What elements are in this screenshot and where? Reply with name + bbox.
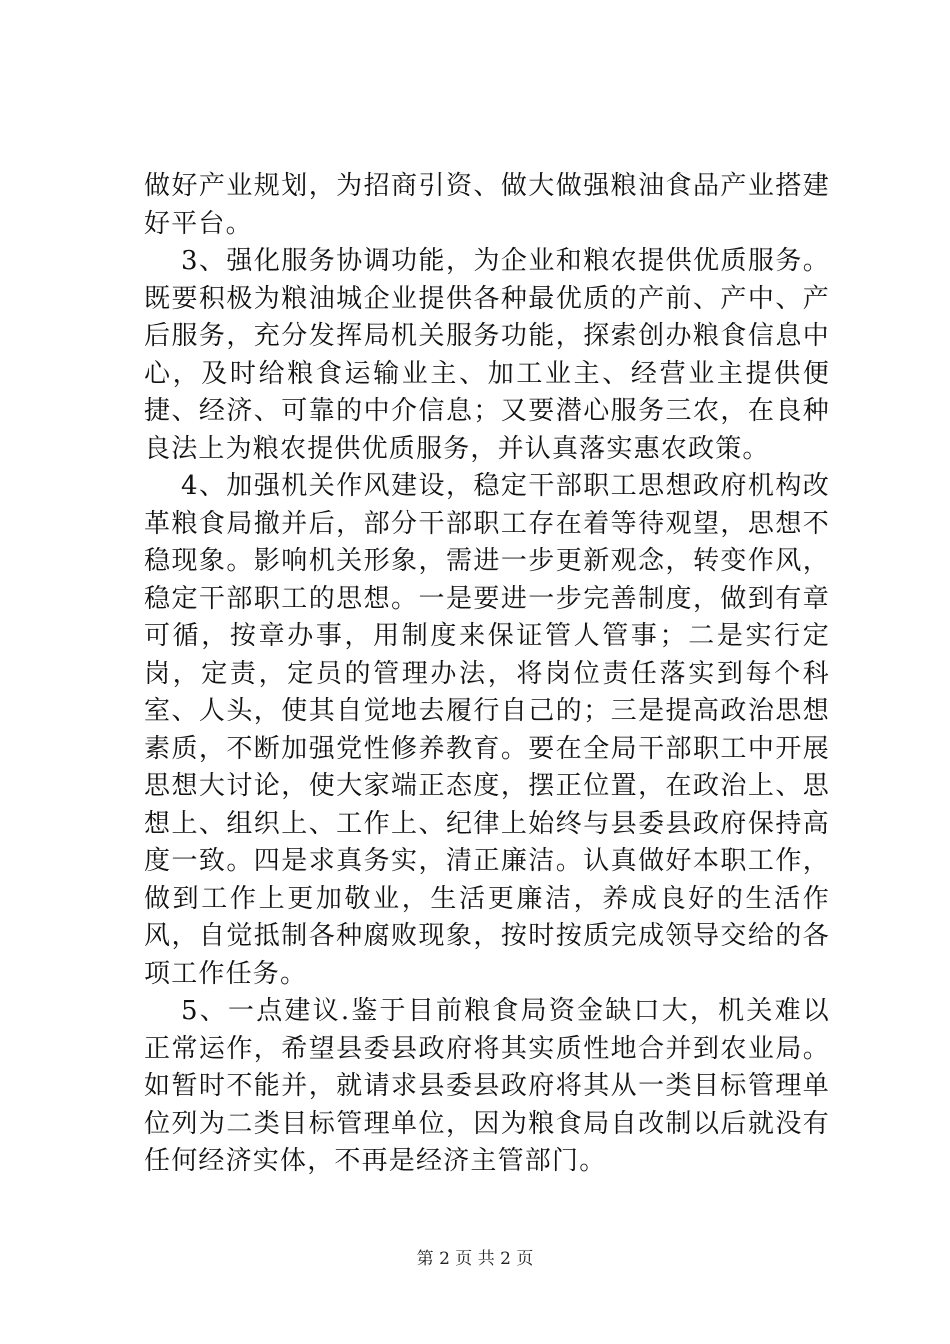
document-body <box>144 168 830 1181</box>
paragraph-continuation: 做好产业规划，为招商引资、做大做强粮油食品产业搭建好平台。 <box>144 171 830 239</box>
paragraph-item-5: 5、一点建议.鉴于目前粮食局资金缺口大，机关难以正常运作，希望县委县政府将其实质性地合并到农业局。如暂时不能并，就请求县委县政府将其从一类目标管理单位列为二类目标管理单位，因为粮食局自改制以后就没有任何经济实体，不再是经济主管部门。 <box>144 996 830 1176</box>
paragraph-item-4: 4、加强机关作风建设，稳定干部职工思想政府机构改革粮食局撤并后，部分干部职工存在着等待观望，思想不稳现象。影响机关形象，需进一步更新观念，转变作风，稳定干部职工的思想。一是要进一步完善制度，做到有章可循，按章办事，用制度来保证管人管事；二是实行定岗，定责，定员的管理办法，将岗位责任落实到每个科室、人头，使其自觉地去履行自己的；三是提高政治思想素质，不断加强党性修养教育。要在全局干部职工中开展思想大讨论，使大家端正态度，摆正位置，在政治上、思想上、组织上、工作上、纪律上始终与县委县政府保持高度一致。四是求真务实，清正廉洁。认真做好本职工作，做到工作上更加敬业，生活更廉洁，养成良好的生活作风，自觉抵制各种腐败现象，按时按质完成领导交给的各项工作任务。 <box>144 471 830 989</box>
page-number-footer: 第 2 页 共 2 页 <box>416 1249 534 1269</box>
paragraph-item-3: 3、强化服务协调功能，为企业和粮农提供优质服务。既要积极为粮油城企业提供各种最优质的产前、产中、产后服务，充分发挥局机关服务功能，探索创办粮食信息中心，及时给粮食运输业主、加工业主、经营业主提供便捷、经济、可靠的中介信息；又要潜心服务三农，在良种良法上为粮农提供优质服务，并认真落实惠农政策。 <box>144 246 830 464</box>
